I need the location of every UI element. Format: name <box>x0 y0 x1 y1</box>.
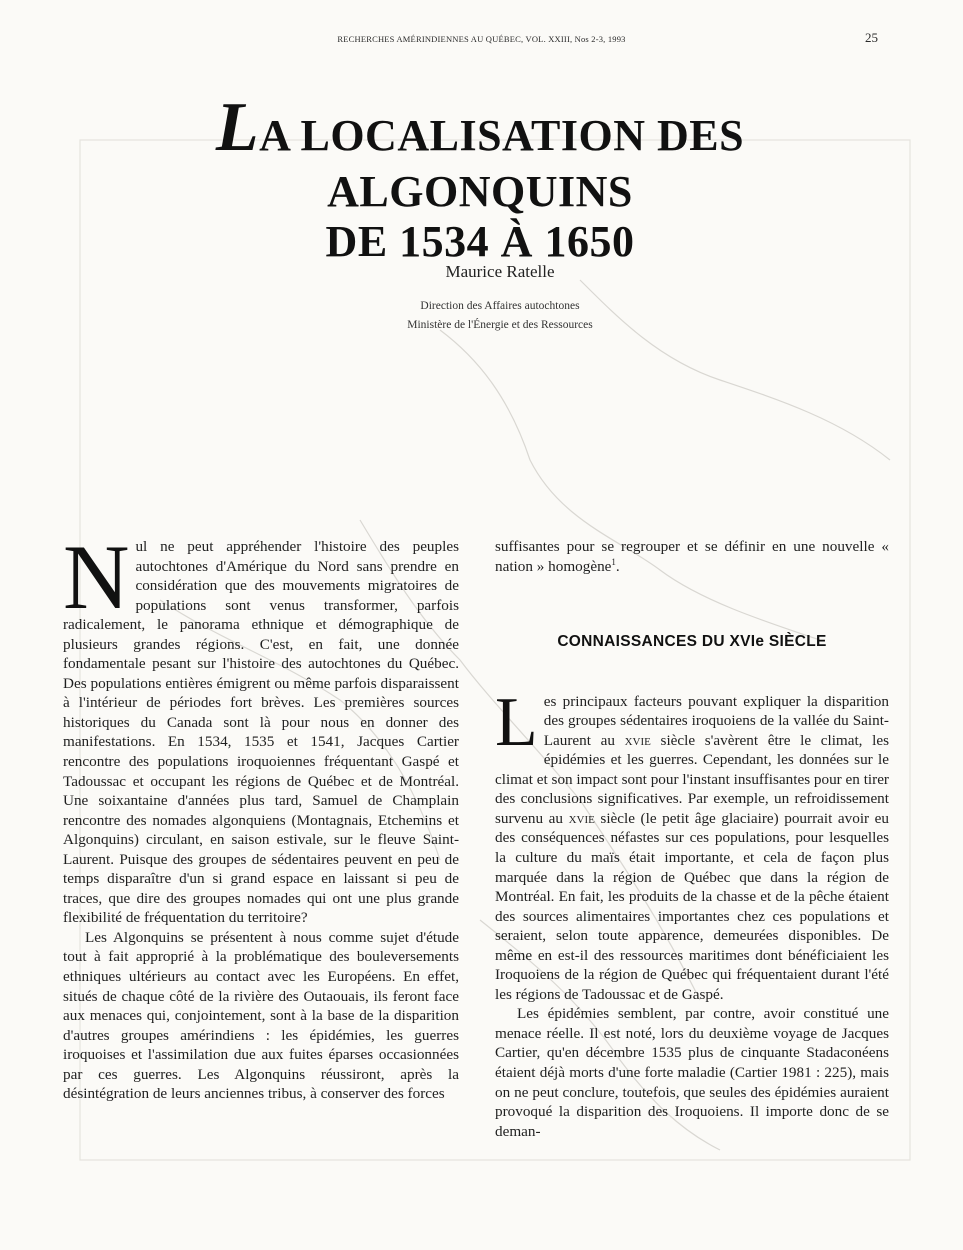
paragraph-factors <box>495 683 890 1005</box>
paragraph-continued-end: . <box>615 557 620 575</box>
author-name: Maurice Ratelle <box>445 262 555 281</box>
title-line-1-text: A LOCALISATION DES ALGONQUINS <box>259 111 745 216</box>
paragraph-intro <box>63 526 459 928</box>
right-column <box>495 537 889 1141</box>
paragraph-algonquins: Les Algonquins se présentent à nous comme sujet d'étude tout à fait approprié à la problématique des bouleversements ethniques ultérieurs au contact avec les Européens. En effet, situés de chaque côté de la rivière des Outaouais, ils feront face aux menaces qui, conjointement, sont à la base de la disparition d'autres groupes amérindiens : les épidémies, les guerres iroquoises et l'assimilation due aux fuites éparses occasionnées par ces guerres. Les Algonquins réussiront, après la désintégration de leurs anciennes tribus, à conserver des forces <box>63 928 459 1103</box>
factors-text-2: siècle s'avèrent être le climat, les épidémies et les guerres. Cependant, les données sur le climat et son impact sont pour l'instant insuffisantes pour en tirer des conclusions significatives. Par exemple, un refroidissement survenu au <box>495 731 889 827</box>
page-number: 25 <box>865 30 878 45</box>
drop-cap-l: L <box>495 683 538 761</box>
drop-cap-n: N <box>63 526 130 628</box>
footnote-ref-1[interactable]: 1 <box>611 556 616 567</box>
factors-text-3: siècle (le petit âge glaciaire) pourrait avoir eu des conséquences néfastes sur ces populations, pour lesquelles la culture du maïs était importante, et cela de façon plus marquée dans la région de Québec que dans la région de Montréal. En fait, les produits de la chasse et de la pêche étaient des sources alimentaires importantes chez ces populations et seraient, selon toute apparence, demeurées disponibles. De même en est-il des ressources maritimes dont bénéficiaient les Iroquoiens de la région de Québec qui fréquentaient durant l'été les régions de Tadoussac et de Gaspé. <box>495 809 890 1003</box>
left-column <box>63 526 459 1104</box>
title-initial: L <box>215 89 260 166</box>
paragraph-intro-text: ul ne peut appréhender l'histoire des peuples autochtones d'Amérique du Nord sans prendre en considération que des mouvements migratoires de populations sont venus transformer, parfois radicalement, le panorama ethnique et démographique de plusieurs grandes régions. C'est, en fait, une donnée fondamentale pesant sur l'histoire des autochtones du Québec. Des populations entières émigrent ou même parfois disparaissent à l'intérieur de périodes fort brèves. Les premières sources historiques du Canada sont là pour nous en donner des manifestations. En 1534, 1535 et 1541, Jacques Cartier rencontre des populations iroquoiennes fréquentant Gaspé et Tadoussac et occupant les régions de Québec et de Montréal. Une soixantaine d'années plus tard, Samuel de Champlain rencontre des nomades algonquiens (Montagnais, Etchemins et Algonquins) circulant, en saison estivale, sur le fleuve Saint-Laurent. Puisque des groupes de sédentaires peuvent en peu de temps disparaître d'un si grand espace en laissant si peu de traces, que dire des groupes nomades qui ont une plus grande flexibilité de fréquentation du territoire? <box>63 538 459 927</box>
century-xvi-1: xvie <box>624 731 651 749</box>
paragraph-continued <box>495 537 889 576</box>
paragraph-epidemics: Les épidémies semblent, par contre, avoir constitué une menace réelle. Il est noté, lors du deuxième voyage de Jacques Cartier, qu'en décembre 1535 plus de cinquante Stadaconéens étaient déjà morts d'une forte maladie (Cartier 1981 : 225), mais on ne peut conclure, toutefois, que seules des épidémies auraient provoqué la disparition des Iroquoiens. Il importe donc de se deman- <box>495 1005 889 1140</box>
section-heading: CONNAISSANCES DU XVIe SIÈCLE <box>557 633 827 651</box>
title-line-2: DE 1534 À 1650 <box>325 217 635 266</box>
factors-text-1: es principaux facteurs pouvant expliquer la disparition des groupes sédentaires iroquoiens de la vallée du Saint-Laurent au <box>543 692 889 749</box>
article-title <box>80 89 880 266</box>
running-head: RECHERCHES AMÉRINDIENNES AU QUÉBEC, VOL. XXIII, Nos 2-3, 1993 <box>337 34 626 44</box>
affiliation-line-1: Direction des Affaires autochtones <box>420 300 580 312</box>
century-xvi-2: xvie <box>568 809 595 827</box>
affiliation-line-2: Ministère de l'Énergie et des Ressources <box>407 319 593 331</box>
title-line-1 <box>80 89 880 220</box>
paragraph-continued-text: suffisantes pour se regrouper et se définir en une nouvelle « nation » homogène <box>495 538 889 575</box>
